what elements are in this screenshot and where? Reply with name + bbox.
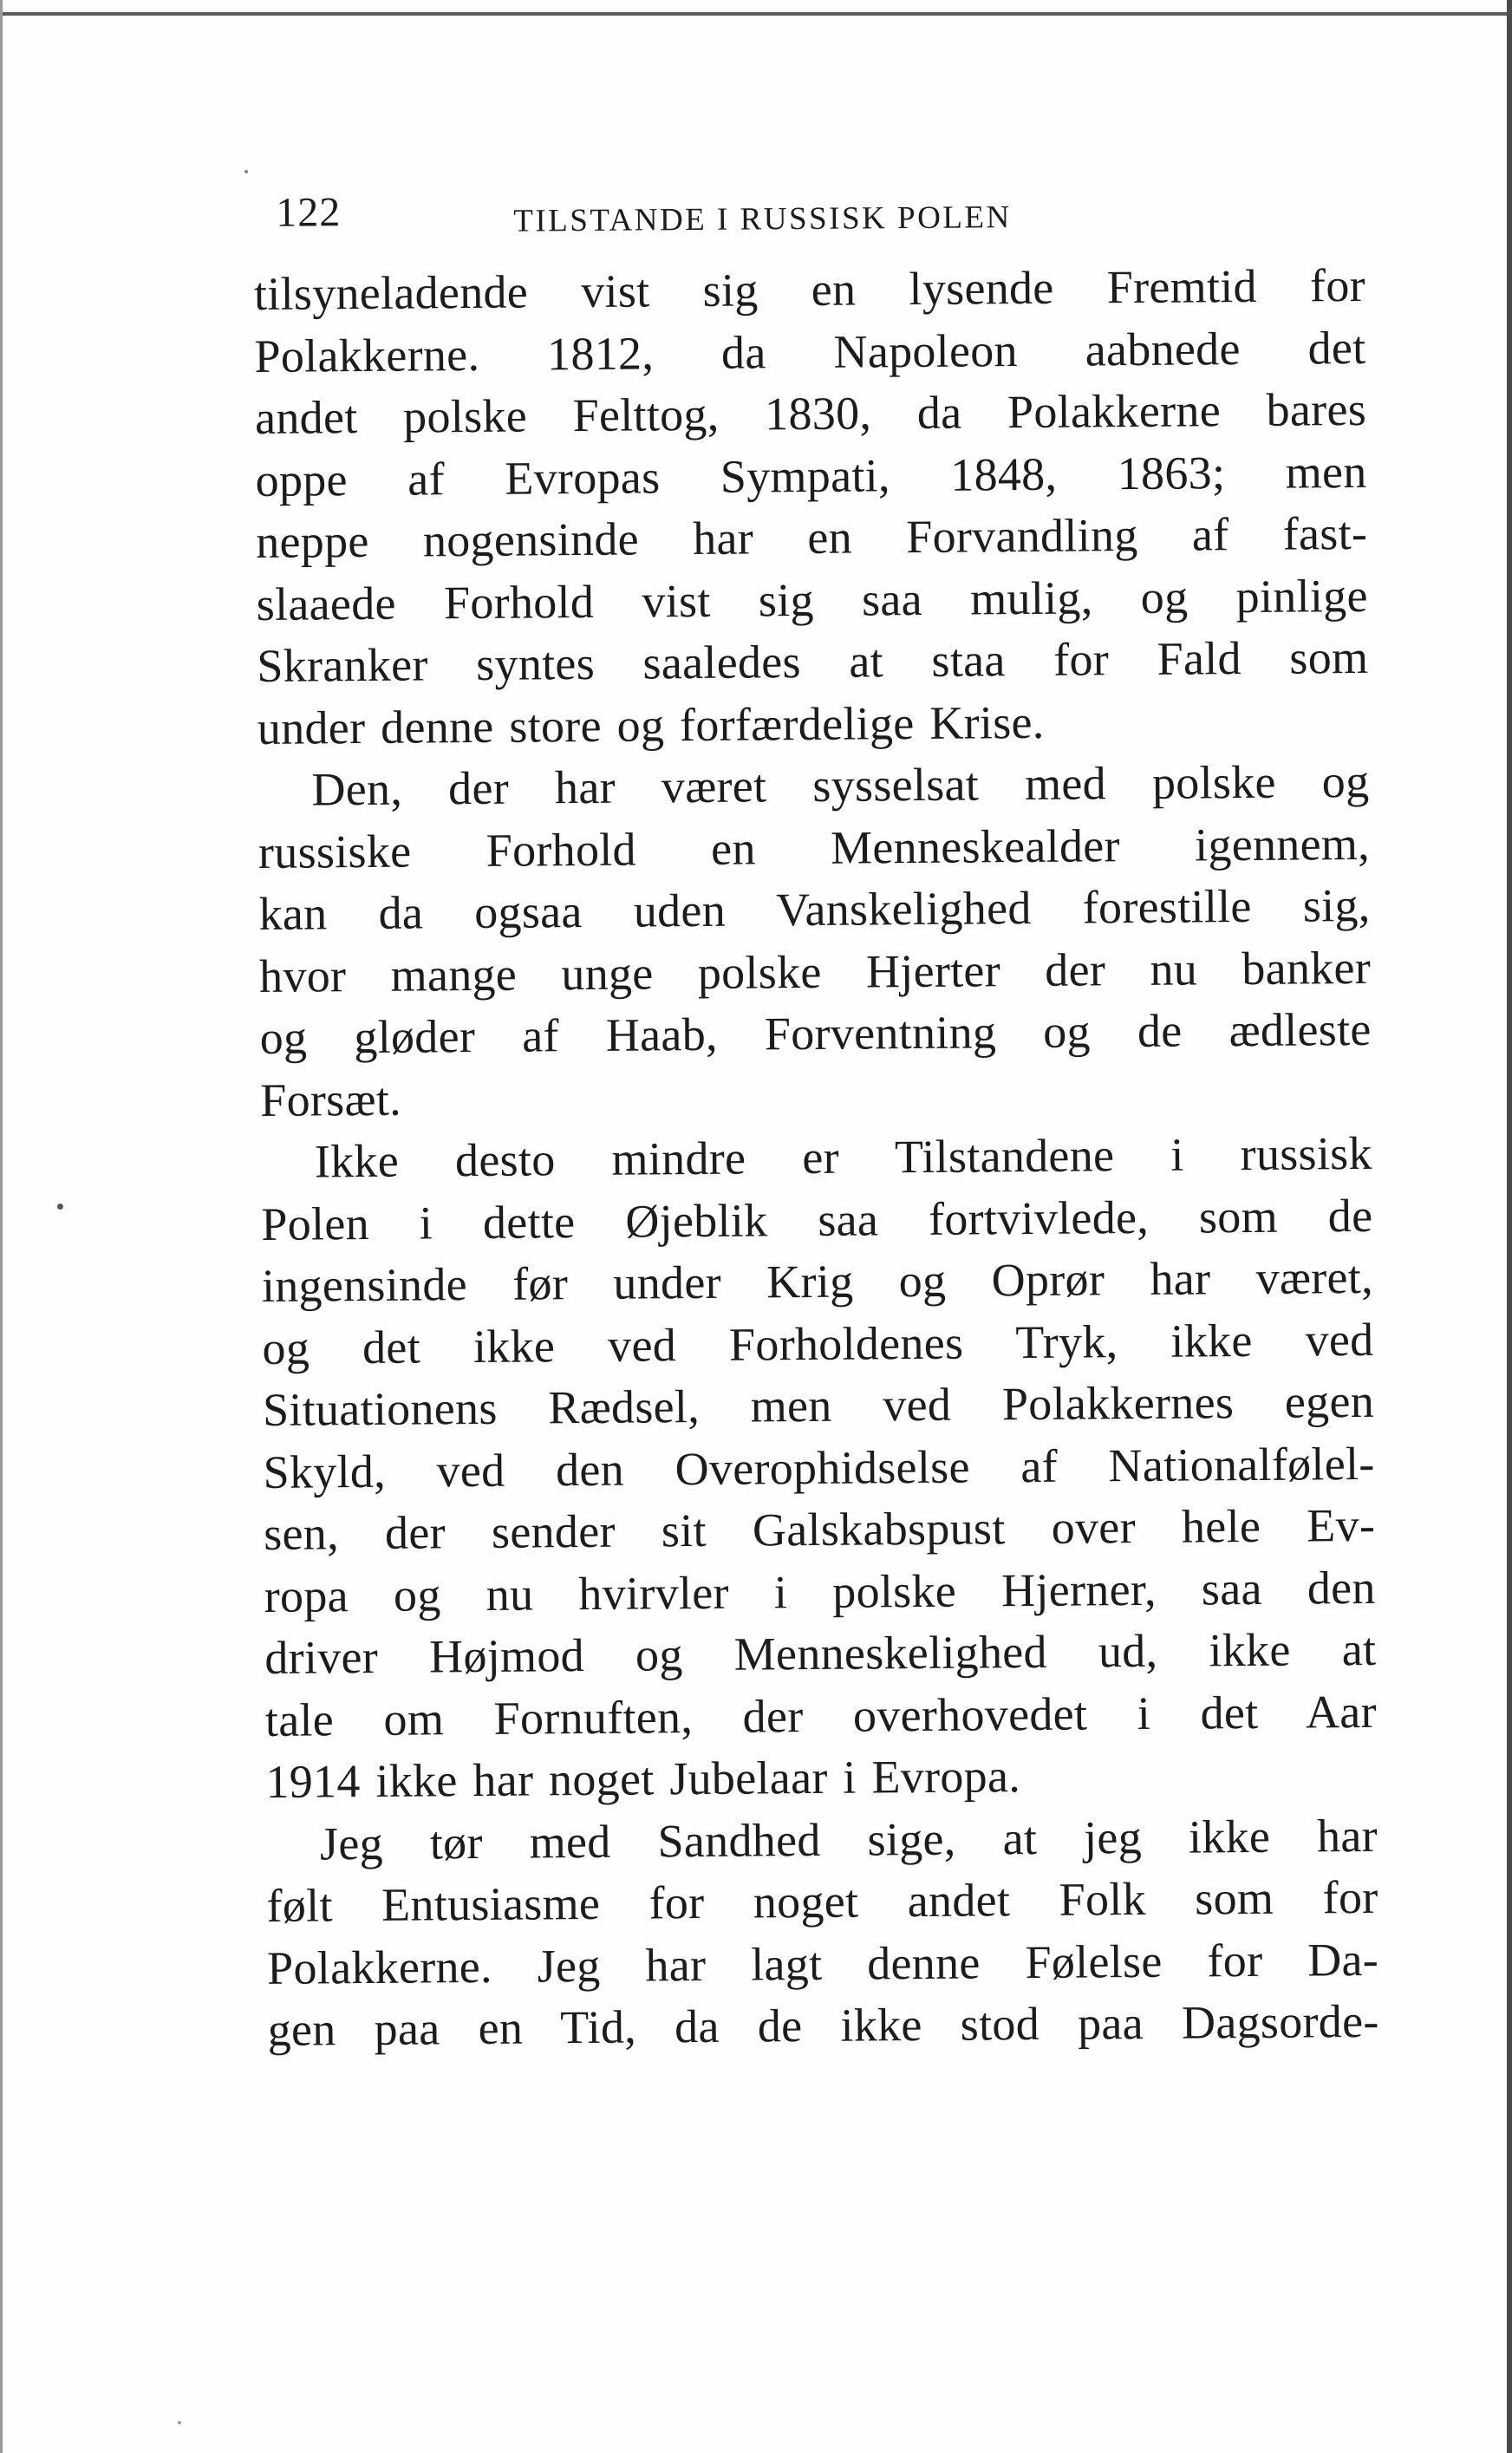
text-line: andet polske Felttog, 1830, da Polakkerne bares [254, 382, 1367, 444]
text-line: Polakkerne. 1812, da Napoleon aabnede det [254, 321, 1366, 382]
text-line: Forsæt. [260, 1073, 402, 1126]
text-line: Den, der har været sysselsat med polske og [311, 754, 1370, 816]
text-line: tale om Fornuften, der overhovedet i det Aar [264, 1685, 1378, 1746]
scan-speck [244, 170, 248, 173]
paragraph-2 [257, 751, 1372, 1132]
text-line: og gløder af Haab, Forventning og de ædleste [259, 1002, 1372, 1064]
running-head [253, 180, 1365, 264]
text-line: under denne store og forfærdelige Krise. [257, 695, 1045, 754]
text-line: Polen i dette Øjeblik saa fortvivlede, som de [261, 1189, 1373, 1250]
scan-speck [178, 2421, 181, 2424]
running-title: TILSTANDE I RUSSISK POLEN [513, 199, 1012, 239]
text-line: Skyld, ved den Overophidselse af Nationalfølel- [263, 1437, 1375, 1498]
paragraph-4 [266, 1804, 1379, 2061]
text-line: oppe af Evropas Sympati, 1848, 1863; men [255, 445, 1367, 506]
text-line: neppe nogensinde har en Forvandling af fast- [255, 506, 1368, 568]
text-line: Skranker syntes saaledes at staa for Fald som [257, 630, 1369, 692]
text-line: følt Entusiasme for noget andet Folk som for [266, 1870, 1378, 1932]
text-line: Polakkerne. Jeg har lagt denne Følelse for Da- [266, 1933, 1379, 1994]
text-line: slaaede Forhold vist sig saa mulig, og pinlige [256, 569, 1368, 630]
text-line: hvor mange unge polske Hjerter der nu banker [258, 941, 1372, 1002]
scan-top-edge [0, 12, 1512, 16]
text-line: Jeg tør med Sandhed sige, at jeg ikke har [319, 1809, 1378, 1869]
text-line: 1914 ikke har noget Jubelaar i Evropa. [265, 1750, 1021, 1808]
paragraph-1 [254, 255, 1369, 760]
text-line: driver Højmod og Menneskelighed ud, ikke at [264, 1622, 1377, 1684]
text-line: kan da ogsaa uden Vanskelighed forestille sig, [258, 878, 1371, 940]
text-line: Situationens Rædsel, men ved Polakkernes egen [262, 1374, 1375, 1436]
text-line: og det ikke ved Forholdenes Tryk, ikke ved [262, 1313, 1374, 1374]
scan-left-edge [0, 0, 3, 2453]
text-line: gen paa en Tid, da de ikke stod paa Dagsorde- [267, 1994, 1379, 2056]
page-number: 122 [276, 189, 342, 236]
text-line: ingensinde før under Krig og Oprør har været, [261, 1250, 1374, 1312]
text-line: sen, der sender sit Galskabspust over hele Ev- [263, 1498, 1376, 1560]
book-page [253, 180, 1379, 2062]
text-line: ropa og nu hvirvler i polske Hjerner, saa den [264, 1561, 1376, 1622]
paragraph-3 [261, 1123, 1378, 1814]
text-line: russiske Forhold en Menneskealder igennem, [257, 817, 1371, 878]
text-line: Ikke desto mindre er Tilstandene i russisk [314, 1126, 1373, 1188]
scan-speck [57, 1204, 63, 1210]
scan-right-edge [1507, 0, 1512, 2453]
text-line: tilsyneladende vist sig en lysende Fremtid for [253, 258, 1366, 320]
body-text [254, 255, 1379, 2062]
